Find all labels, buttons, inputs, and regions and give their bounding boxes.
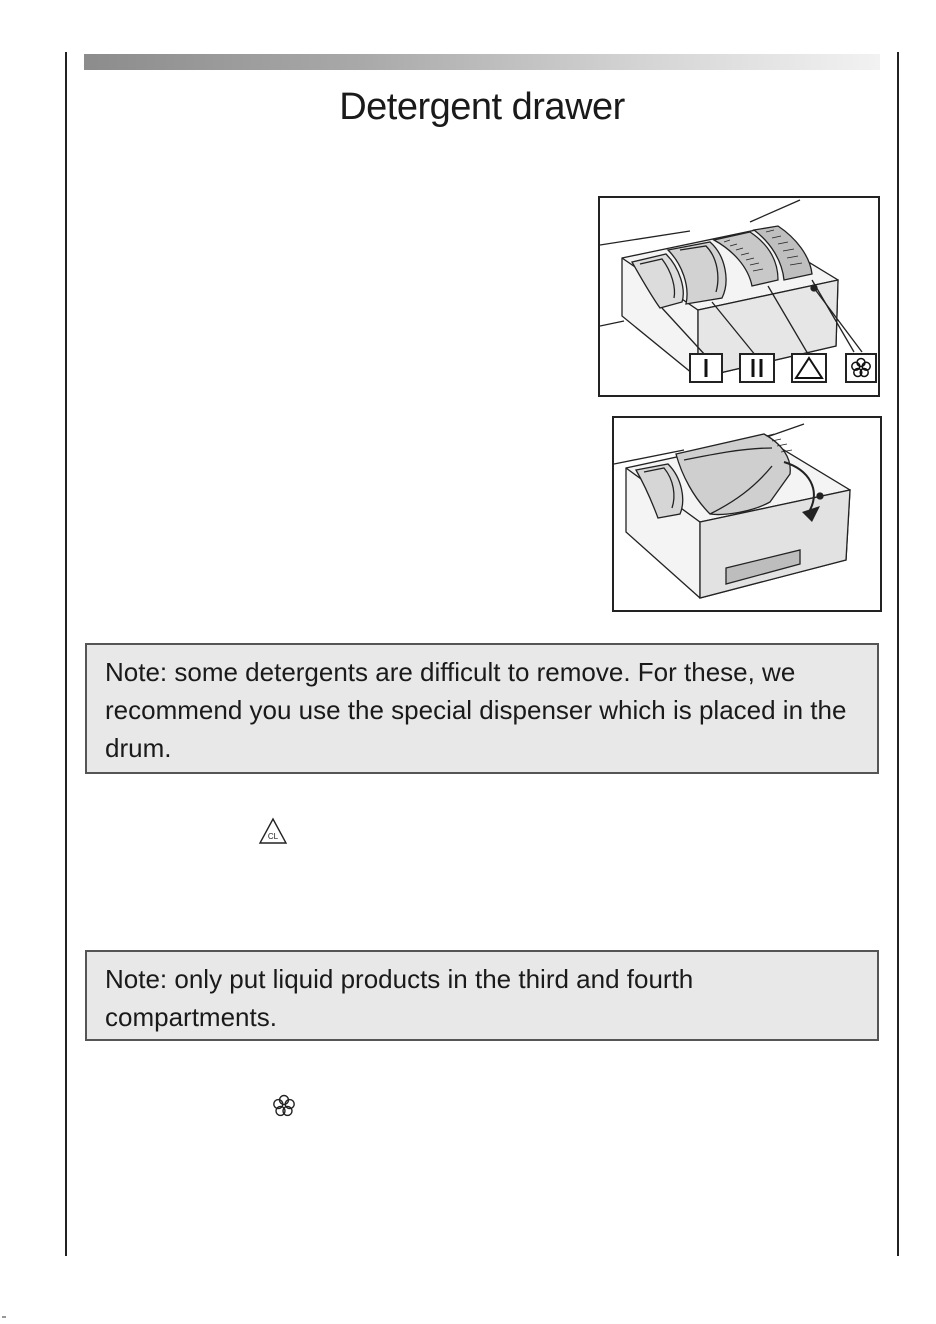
fabric-softener-icon xyxy=(271,1093,297,1119)
page-title: Detergent drawer xyxy=(339,86,625,128)
chlorine-icon-label: CL xyxy=(267,832,279,841)
drawer-open-illustration xyxy=(612,416,882,612)
chlorine-bleach-icon xyxy=(258,817,288,845)
note-liquid-products: Note: only put liquid products in the third and fourth compartments. xyxy=(85,950,879,1041)
right-margin-rule xyxy=(897,52,899,1256)
drawer-compartments-illustration xyxy=(598,196,880,397)
header-gradient-bar xyxy=(84,54,880,70)
page-corner-mark xyxy=(2,1316,6,1318)
note-detergent-removal: Note: some detergents are difficult to remove. For these, we recommend you use the special dispenser which is placed in the drum. xyxy=(85,643,879,774)
left-margin-rule xyxy=(65,52,67,1256)
